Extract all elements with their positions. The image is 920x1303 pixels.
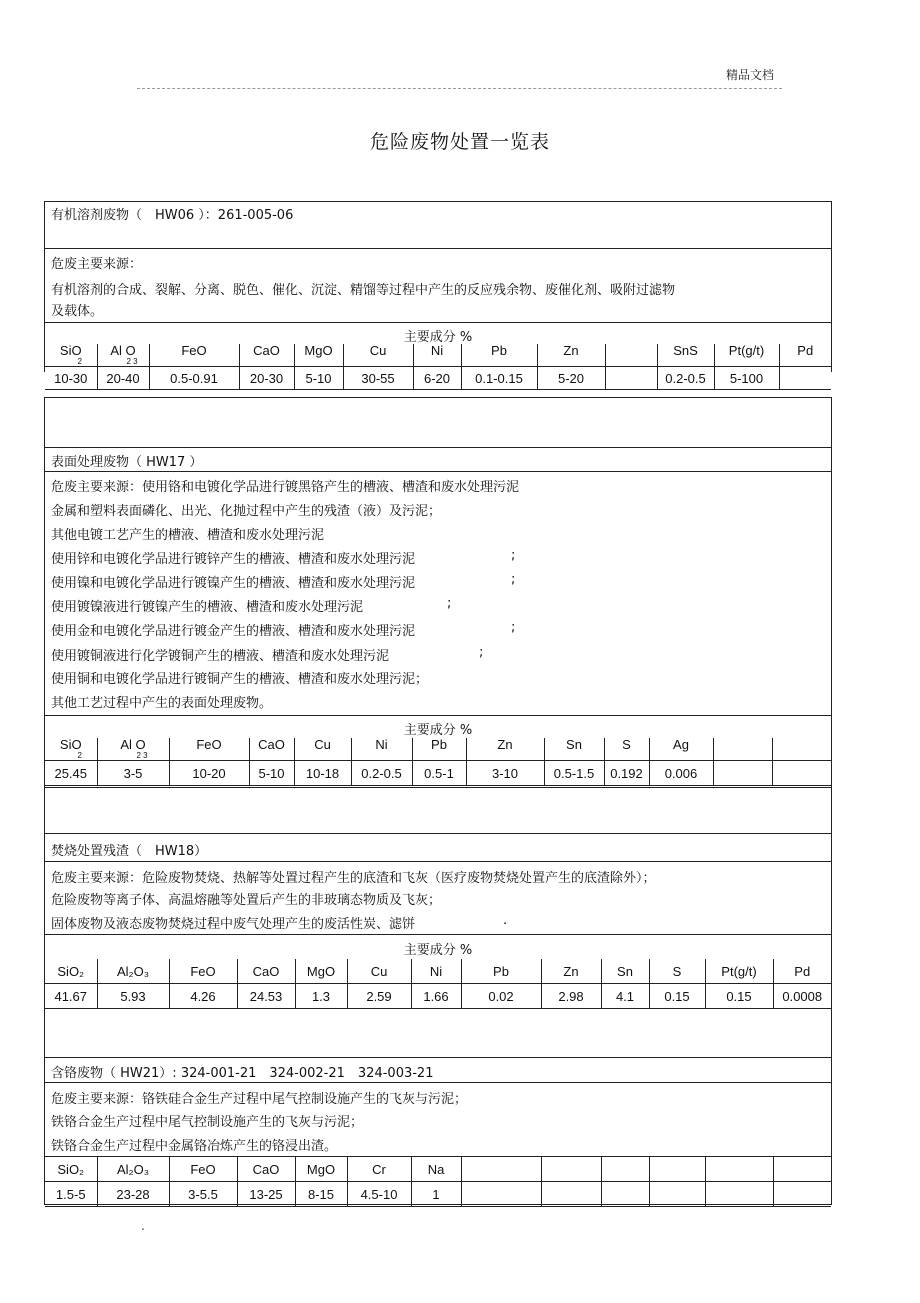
table-header-cell: Al₂O₃	[97, 959, 169, 984]
section-hw17-source-box	[44, 471, 832, 715]
table-cell: 2.98	[541, 984, 601, 1009]
table-cell: 0.006	[649, 761, 713, 786]
table-cell: 13-25	[237, 1182, 295, 1207]
table-header-cell: Cu	[343, 344, 413, 367]
table-cell	[461, 1182, 541, 1207]
source-line: 固体废物及液态废物焚烧过程中废气处理产生的废活性炭、滤饼	[51, 917, 416, 932]
table-header-cell: Al O 2 3	[97, 738, 169, 761]
table-header-cell: MgO	[295, 1157, 347, 1182]
table-header-cell: Ag	[649, 738, 713, 761]
section-hw06-composition	[44, 322, 832, 386]
table-cell: 0.0008	[773, 984, 831, 1009]
source-line: 使用镀铜液进行化学镀铜产生的槽液、槽渣和废水处理污泥	[51, 649, 390, 664]
table-header-cell: Na	[411, 1157, 461, 1182]
table-header-cell: FeO	[169, 959, 237, 984]
table-cell	[705, 1182, 773, 1207]
table-header-cell: Al O 2 3	[97, 344, 149, 367]
composition-caption: 主要成分 %	[403, 330, 473, 345]
table-cell: 0.2-0.5	[657, 367, 714, 390]
table-cell	[713, 761, 772, 786]
table-cell: 0.2-0.5	[351, 761, 412, 786]
table-header-cell: Ni	[413, 344, 461, 367]
table-header-cell: Al₂O₃	[97, 1157, 169, 1182]
source-line: 使用镀镍液进行镀镍产生的槽液、槽渣和废水处理污泥	[51, 600, 364, 615]
table-header-cell: FeO	[169, 738, 249, 761]
table-header-cell	[773, 1157, 831, 1182]
semicolon: ;	[511, 548, 516, 563]
table-cell: 1.66	[411, 984, 461, 1009]
table-cell: 4.1	[601, 984, 649, 1009]
table-header-cell: MgO	[294, 344, 343, 367]
table-header-cell: Pd	[773, 959, 831, 984]
section-heading: 有机溶剂废物（ HW06 ）：261-005-06	[51, 208, 294, 223]
table-cell: 10-18	[294, 761, 351, 786]
table-cell	[773, 1182, 831, 1207]
section-spacer	[44, 1008, 832, 1057]
table-cell: 20-30	[239, 367, 294, 390]
section-hw21-composition	[44, 1156, 832, 1204]
composition-table	[45, 738, 831, 786]
section-hw18-heading-box	[44, 833, 832, 861]
table-cell: 6-20	[413, 367, 461, 390]
table-header-cell	[713, 738, 772, 761]
table-header-cell: Cu	[294, 738, 351, 761]
source-label: 危废主要来源：	[51, 257, 143, 272]
table-header-cell: Sn	[544, 738, 604, 761]
table-header-cell: S	[604, 738, 649, 761]
table-header-cell	[541, 1157, 601, 1182]
table-header-cell: SiO₂	[45, 959, 97, 984]
source-line: 使用锌和电镀化学品进行镀锌产生的槽液、槽渣和废水处理污泥	[51, 552, 416, 567]
table-cell: 0.5-1.5	[544, 761, 604, 786]
section-hw21-heading-box	[44, 1057, 832, 1082]
period: .	[503, 913, 508, 928]
table-cell: 5-10	[294, 367, 343, 390]
table-cell	[541, 1182, 601, 1207]
table-header-cell: Pt(g/t)	[714, 344, 779, 367]
source-line: 使用铜和电镀化学品进行镀铜产生的槽液、槽渣和废水处理污泥；	[51, 672, 429, 687]
table-header-row	[45, 1157, 831, 1182]
section-hw18-composition	[44, 934, 832, 1008]
source-line: 其他工艺过程中产生的表面处理废物。	[51, 696, 273, 711]
table-cell: 1.5-5	[45, 1182, 97, 1207]
table-cell: 5-10	[249, 761, 294, 786]
table-row	[45, 761, 831, 786]
semicolon: ;	[511, 572, 516, 587]
table-header-cell: FeO	[169, 1157, 237, 1182]
composition-table	[45, 344, 831, 390]
table-header-cell: CaO	[249, 738, 294, 761]
section-hw06-source-box	[44, 248, 832, 322]
table-cell: 5-100	[714, 367, 779, 390]
table-header-cell: Pb	[461, 344, 537, 367]
table-header-cell: SiO 2	[45, 344, 97, 367]
table-cell: 0.192	[604, 761, 649, 786]
semicolon: ;	[447, 596, 452, 611]
table-cell: 2.59	[347, 984, 411, 1009]
table-cell: 0.5-0.91	[149, 367, 239, 390]
section-hw21-source-box	[44, 1082, 832, 1156]
source-line: 危废主要来源：使用铬和电镀化学品进行镀黑铬产生的槽液、槽渣和废水处理污泥	[51, 480, 520, 495]
table-cell	[649, 1182, 705, 1207]
table-bottom-border	[44, 1204, 832, 1205]
table-cell: 10-30	[45, 367, 97, 390]
table-cell	[779, 367, 831, 390]
table-cell: 1.3	[295, 984, 347, 1009]
table-cell	[601, 1182, 649, 1207]
table-header-cell: Zn	[541, 959, 601, 984]
table-header-row	[45, 738, 831, 761]
source-line: 使用镍和电镀化学品进行镀镍产生的槽液、槽渣和废水处理污泥	[51, 576, 416, 591]
table-row	[45, 1182, 831, 1207]
table-cell	[772, 761, 831, 786]
section-hw06-heading-box	[44, 201, 832, 248]
table-cell: 0.5-1	[412, 761, 466, 786]
table-cell: 8-15	[295, 1182, 347, 1207]
table-header-cell: Cr	[347, 1157, 411, 1182]
header-rule	[137, 88, 782, 89]
table-header-cell: CaO	[237, 959, 295, 984]
table-cell: 0.15	[705, 984, 773, 1009]
table-header-cell: SnS	[657, 344, 714, 367]
table-cell: 30-55	[343, 367, 413, 390]
header-mark: 精品文档	[726, 68, 775, 82]
table-header-cell: Zn	[537, 344, 605, 367]
composition-caption: 主要成分 %	[403, 943, 473, 958]
table-header-cell: Pb	[461, 959, 541, 984]
table-cell: 1	[411, 1182, 461, 1207]
source-line: 危险废物等离子体、高温熔融等处置后产生的非玻璃态物质及飞灰；	[51, 893, 442, 908]
table-header-row	[45, 344, 831, 367]
table-header-cell: Cu	[347, 959, 411, 984]
source-line: 及载体。	[51, 304, 104, 319]
table-header-cell	[601, 1157, 649, 1182]
table-cell: 3-10	[466, 761, 544, 786]
table-header-cell	[605, 344, 657, 367]
table-cell: 25.45	[45, 761, 97, 786]
table-header-cell: CaO	[239, 344, 294, 367]
section-hw17-heading-box	[44, 447, 832, 471]
source-line: 危废主要来源：危险废物焚烧、热解等处置过程产生的底渣和飞灰（医疗废物焚烧处置产生的底渣除外）；	[51, 871, 656, 886]
table-cell	[605, 367, 657, 390]
table-header-cell	[772, 738, 831, 761]
source-line: 金属和塑料表面磷化、出光、化抛过程中产生的残渣（液）及污泥；	[51, 504, 442, 519]
table-cell: 5-20	[537, 367, 605, 390]
table-cell: 3-5.5	[169, 1182, 237, 1207]
section-hw18-source-box	[44, 861, 832, 934]
table-cell: 23-28	[97, 1182, 169, 1207]
table-header-row	[45, 959, 831, 984]
section-heading: 焚烧处置残渣（ HW18）	[51, 844, 208, 859]
table-row	[45, 367, 831, 390]
table-header-cell: Zn	[466, 738, 544, 761]
table-cell: 4.5-10	[347, 1182, 411, 1207]
table-header-cell	[649, 1157, 705, 1182]
table-cell: 20-40	[97, 367, 149, 390]
table-cell: 3-5	[97, 761, 169, 786]
source-line: 使用金和电镀化学品进行镀金产生的槽液、槽渣和废水处理污泥	[51, 624, 416, 639]
table-header-cell: Sn	[601, 959, 649, 984]
table-row	[45, 984, 831, 1009]
composition-caption: 主要成分 %	[403, 723, 473, 738]
table-cell: 0.15	[649, 984, 705, 1009]
table-header-cell: SiO 2	[45, 738, 97, 761]
waste-table	[44, 201, 832, 1205]
table-header-cell: MgO	[295, 959, 347, 984]
section-spacer	[44, 787, 832, 833]
table-header-cell: S	[649, 959, 705, 984]
table-header-cell: Ni	[411, 959, 461, 984]
section-hw17-composition	[44, 715, 832, 787]
table-header-cell: Ni	[351, 738, 412, 761]
composition-table	[45, 959, 831, 1009]
table-header-cell	[461, 1157, 541, 1182]
table-header-cell: FeO	[149, 344, 239, 367]
section-spacer	[44, 397, 832, 447]
table-cell: 10-20	[169, 761, 249, 786]
table-header-cell: CaO	[237, 1157, 295, 1182]
semicolon: ;	[479, 645, 484, 660]
source-line: 危废主要来源：铬铁硅合金生产过程中尾气控制设施产生的飞灰与污泥；	[51, 1092, 468, 1107]
semicolon: ;	[511, 620, 516, 635]
table-cell: 4.26	[169, 984, 237, 1009]
source-line: 铁铬合金生产过程中金属铬冶炼产生的铬浸出渣。	[51, 1139, 338, 1154]
composition-table	[45, 1157, 831, 1207]
source-line: 铁铬合金生产过程中尾气控制设施产生的飞灰与污泥；	[51, 1115, 364, 1130]
table-cell: 24.53	[237, 984, 295, 1009]
table-cell: 0.02	[461, 984, 541, 1009]
section-heading: 表面处理废物（ HW17 ）	[51, 455, 203, 470]
source-line: 其他电镀工艺产生的槽液、槽渣和废水处理污泥	[51, 528, 325, 543]
source-line: 有机溶剂的合成、裂解、分离、脱色、催化、沉淀、精馏等过程中产生的反应残余物、废催化剂、吸附过滤物	[51, 283, 676, 298]
table-header-cell: SiO₂	[45, 1157, 97, 1182]
table-header-cell: Pd	[779, 344, 831, 367]
table-cell: 0.1-0.15	[461, 367, 537, 390]
table-cell: 41.67	[45, 984, 97, 1009]
table-header-cell: Pb	[412, 738, 466, 761]
section-heading: 含铬废物（ HW21）: 324-001-21 324-002-21 324-003-21	[51, 1066, 434, 1081]
table-header-cell	[705, 1157, 773, 1182]
table-header-cell: Pt(g/t)	[705, 959, 773, 984]
document-title: 危险废物处置一览表	[369, 131, 550, 153]
table-cell: 5.93	[97, 984, 169, 1009]
footer-dot: .	[141, 1219, 145, 1233]
